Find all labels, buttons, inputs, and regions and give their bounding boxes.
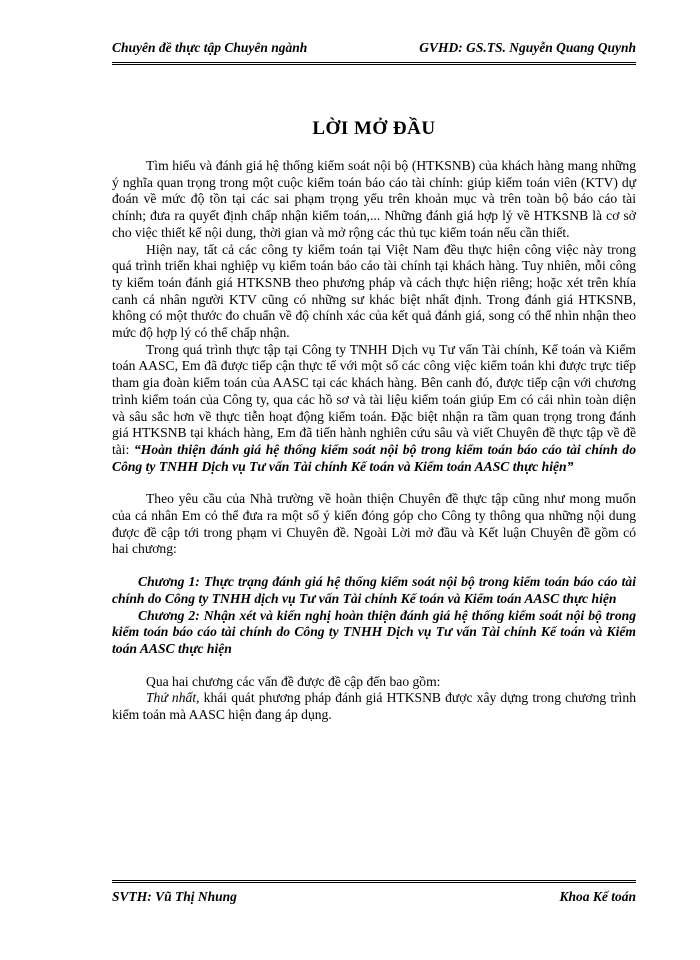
- page-header: [112, 36, 636, 58]
- paragraph-6-lead: Thứ nhất: [146, 690, 197, 706]
- page-title: LỜI MỞ ĐẦU: [312, 118, 436, 139]
- footer-student: SVTH: Vũ Thị Nhung: [112, 889, 237, 904]
- footer-divider: [112, 880, 636, 883]
- page-footer: [112, 886, 636, 908]
- paragraph-6-text: , khái quát phương pháp đánh giá HTKSNB được xây dựng trong chương trình kiểm toán mà AASC hiện đang áp dụng.: [112, 690, 636, 723]
- paragraph-3: [112, 342, 636, 476]
- header-advisor: GVHD: GS.TS. Nguyễn Quang Quynh: [419, 40, 636, 55]
- paragraph-6: [112, 690, 636, 723]
- paragraph-3-text: Trong quá trình thực tập tại Công ty TNHH Dịch vụ Tư vấn Tài chính, Kế toán và Kiểm toán AASC, Em đã được tiếp cận thực tế với một số các công việc kiểm toán khi được trực tiếp tham gia đoàn kiểm toán của AASC tại các khách hàng. Bên canh đó, được tiếp cận với chương trình kiểm toán của Công ty, qua các hồ sơ và tài liệu kiểm toán giúp Em có cái nhìn toàn diện và sâu sắc hơn về thực tiễn hoạt động kiểm toán. Đặc biệt nhận ra tầm quan trọng trong đánh giá HTKSNB tại khách hàng, Em đã tiến hành nghiên cứu sâu và viết Chuyên đề thực tập về đề tài:: [112, 341, 636, 457]
- paragraph-1: Tìm hiểu và đánh giá hệ thống kiểm soát nội bộ (HTKSNB) của khách hàng mang những ý nghĩa quan trọng trong một cuộc kiểm toán báo cáo tài chính: giúp kiểm toán viên (KTV) dự đoán về mức độ tồn tại các sai phạm trọng yếu trên khoản mục và trên toàn bộ báo cáo tài chính; đưa ra quyết định chấp nhận kiểm toán,... Những đánh giá hợp lý về HTKSNB là cơ sở cho việc thiết kế nội dung, thời gian và mở rộng các thủ tục kiểm toán nếu cần thiết.: [112, 158, 636, 240]
- header-course-title: Chuyên đề thực tập Chuyên ngành: [112, 40, 308, 55]
- chapter-1-heading: Chương 1: Thực trạng đánh giá hệ thống kiểm soát nội bộ trong kiểm toán báo cáo tài chính do Công ty TNHH dịch vụ Tư vấn Tài chính Kế toán và Kiểm toán AASC thực hiện: [112, 574, 636, 606]
- paragraph-5: Qua hai chương các vấn đề được đề cập đến bao gồm:: [146, 673, 441, 689]
- document-body: [112, 158, 636, 724]
- paragraph-4: Theo yêu cầu của Nhà trường về hoàn thiện Chuyên đề thực tập cũng như mong muốn của cá nhân Em có thể đưa ra một số ý kiến đóng góp cho Công ty thông qua những nội dung được đề cập tới trong phạm vi Chuyên đề. Ngoài Lời mở đầu và Kết luận Chuyên đề gồm có hai chương:: [112, 491, 636, 557]
- thesis-topic: “Hoàn thiện đánh giá hệ thống kiểm soát nội bộ trong kiểm toán báo cáo tài chính do Công ty TNHH Dịch vụ Tư vấn Tài chính Kế toán và Kiểm toán AASC thực hiện”: [112, 441, 636, 474]
- paragraph-2: Hiện nay, tất cả các công ty kiểm toán tại Việt Nam đều thực hiện công việc này trong quá trình triển khai nghiệp vụ kiểm toán báo cáo tài chính tại khách hàng. Tuy nhiên, mỗi công ty kiểm toán đánh giá HTKSNB theo phương pháp và cách thực hiện riêng; hoặc xét trên khía canh cá nhân người KTV cũng có những sư khác biệt nhất định. Trong đánh giá HTKSNB, không có một thước đo chuẩn về độ chính xác của kết quả đánh giá, song có thể nhìn nhận theo mức độ hợp lý có thể chấp nhận.: [112, 241, 636, 341]
- footer-department: Khoa Kế toán: [559, 889, 636, 904]
- header-divider: [112, 62, 636, 65]
- chapter-2-heading: Chương 2: Nhận xét và kiến nghị hoàn thiện đánh giá hệ thống kiểm soát nội bộ trong kiểm toán báo cáo tài chính do Công ty TNHH Dịch vụ Tư vấn Tài chính Kế toán và Kiểm toán AASC thực hiện: [112, 607, 636, 656]
